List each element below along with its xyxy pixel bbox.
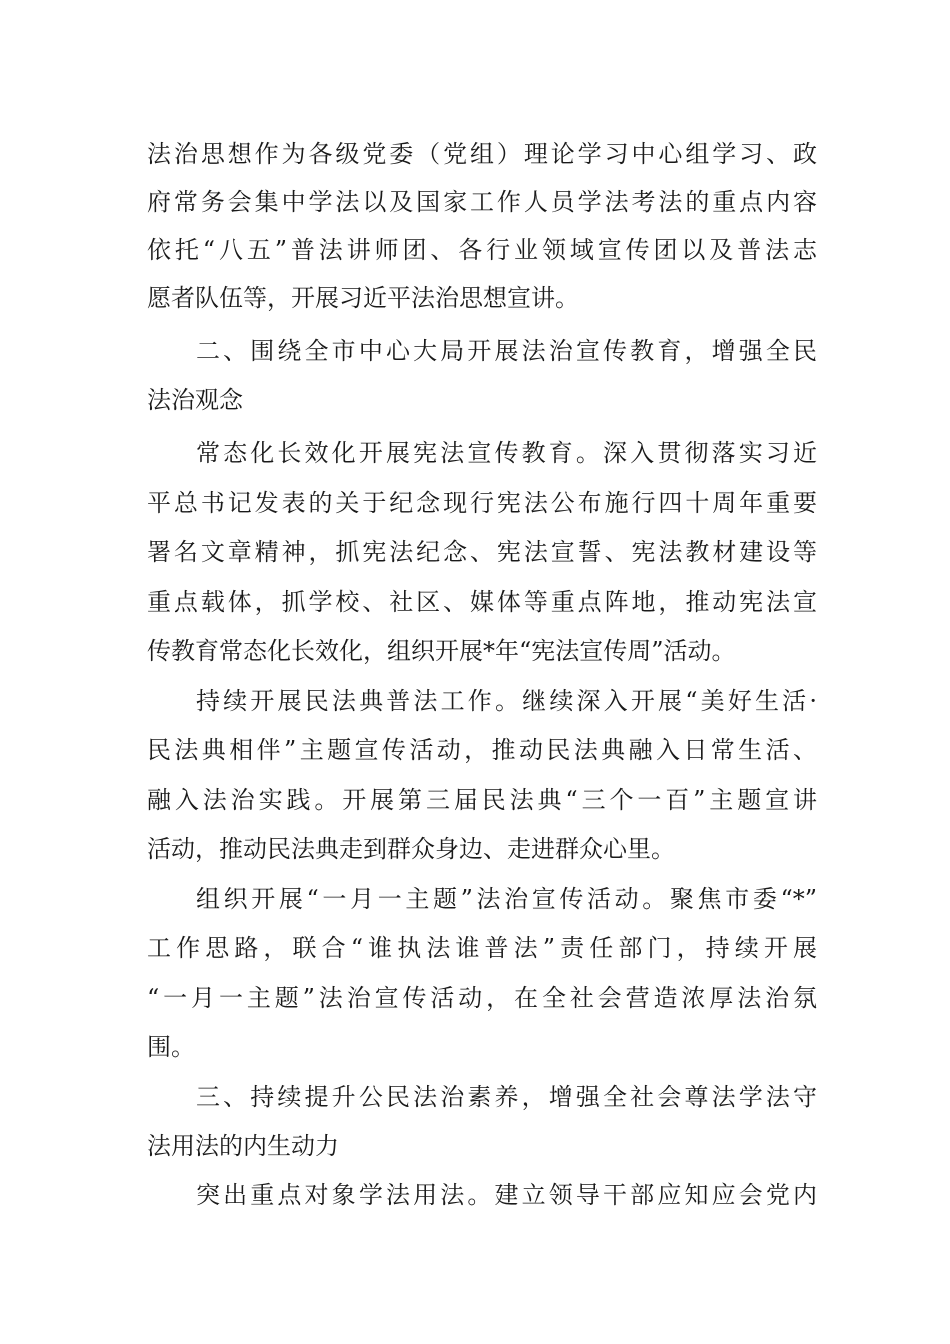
text-line: 组织开展“一月一主题”法治宣传活动。聚焦市委“*” bbox=[196, 885, 817, 913]
section-heading-line: 法治观念 bbox=[147, 386, 243, 414]
text-line: 围。 bbox=[147, 1033, 195, 1061]
text-line: 愿者队伍等，开展习近平法治思想宣讲。 bbox=[147, 284, 579, 312]
section-heading-line: 二、围绕全市中心大局开展法治宣传教育，增强全民 bbox=[196, 337, 817, 365]
section-heading-line: 法用法的内生动力 bbox=[147, 1132, 339, 1160]
text-line: 活动，推动民法典走到群众身边、走进群众心里。 bbox=[147, 835, 675, 863]
text-line: 重点载体，抓学校、社区、媒体等重点阵地，推动宪法宣 bbox=[147, 588, 817, 616]
text-line: “一月一主题”法治宣传活动，在全社会营造浓厚法治氛 bbox=[147, 984, 817, 1012]
text-line: 府常务会集中学法以及国家工作人员学法考法的重点内容 bbox=[147, 188, 817, 216]
text-line: 常态化长效化开展宪法宣传教育。深入贯彻落实习近 bbox=[196, 439, 817, 467]
text-line: 传教育常态化长效化，组织开展*年“宪法宣传周”活动。 bbox=[147, 637, 736, 665]
text-line: 依托“八五”普法讲师团、各行业领域宣传团以及普法志 bbox=[147, 236, 817, 264]
text-line: 民法典相伴”主题宣传活动，推动民法典融入日常生活、 bbox=[147, 736, 817, 764]
text-line: 持续开展民法典普法工作。继续深入开展“美好生活· bbox=[196, 687, 817, 715]
section-heading-line: 三、持续提升公民法治素养，增强全社会尊法学法守 bbox=[196, 1083, 817, 1111]
text-line: 署名文章精神，抓宪法纪念、宪法宣誓、宪法教材建设等 bbox=[147, 538, 817, 566]
text-line: 法治思想作为各级党委（党组）理论学习中心组学习、政 bbox=[147, 140, 817, 168]
text-line: 突出重点对象学法用法。建立领导干部应知应会党内 bbox=[196, 1181, 817, 1209]
text-line: 平总书记发表的关于纪念现行宪法公布施行四十周年重要 bbox=[147, 489, 817, 517]
text-line: 工作思路，联合“谁执法谁普法”责任部门，持续开展 bbox=[147, 934, 817, 962]
text-line: 融入法治实践。开展第三届民法典“三个一百”主题宣讲 bbox=[147, 786, 817, 814]
